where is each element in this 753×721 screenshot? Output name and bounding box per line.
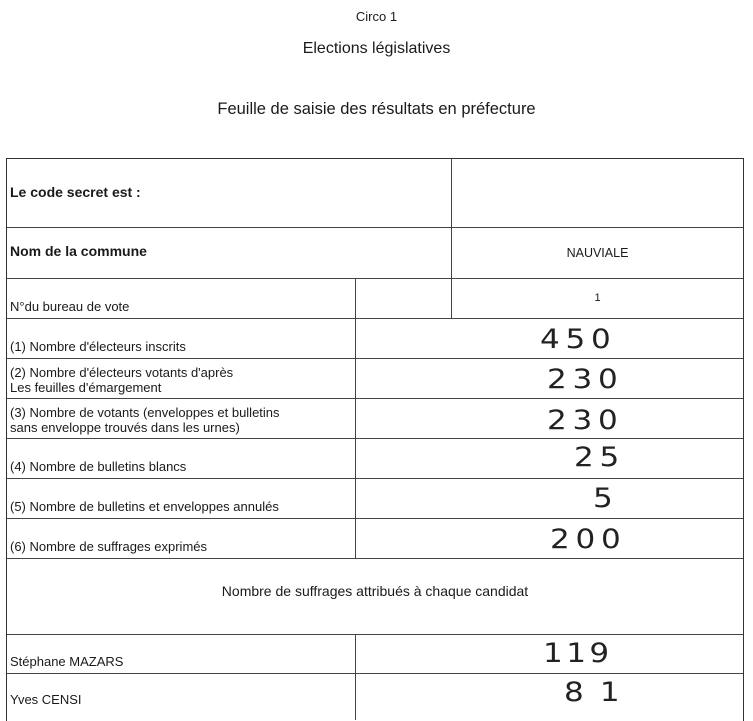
bureau-row [7, 279, 743, 319]
blancs-label: (4) Nombre de bulletins blancs [10, 459, 187, 474]
code-secret-label: Le code secret est : [10, 184, 141, 200]
code-secret-row [7, 159, 743, 228]
commune-row [7, 228, 743, 279]
exprimes-value[interactable]: 200 [550, 524, 627, 555]
candidate-row [7, 674, 743, 720]
inscrits-row [7, 319, 743, 359]
candidate-name: Stéphane MAZARS [10, 654, 124, 669]
commune-value[interactable]: NAUVIALE [566, 246, 629, 260]
inscrits-value[interactable]: 450 [540, 324, 617, 355]
circo-label: Circo 1 [355, 9, 398, 24]
candidate-row [7, 635, 743, 674]
bureau-value[interactable]: 1 [594, 292, 601, 304]
exprimes-label: (6) Nombre de suffrages exprimés [10, 539, 208, 554]
inscrits-label: (1) Nombre d'électeurs inscrits [10, 339, 186, 354]
annules-label: (5) Nombre de bulletins et enveloppes annulés [10, 499, 279, 514]
votants-urnes-value[interactable]: 230 [547, 405, 624, 436]
form-title: Feuille de saisie des résultats en préfecture [217, 100, 536, 118]
votants-emargement-label-line2: Les feuilles d'émargement [10, 380, 162, 395]
blancs-row [7, 439, 743, 479]
annules-row [7, 479, 743, 519]
bureau-label: N°du bureau de vote [10, 299, 130, 314]
election-title: Elections législatives [302, 40, 451, 57]
votants-urnes-label-line1: (3) Nombre de votants (enveloppes et bulletins [10, 405, 280, 420]
blancs-value[interactable]: 25 [574, 442, 626, 473]
results-form [6, 158, 744, 721]
candidate-votes[interactable]: 119 [543, 638, 613, 669]
votants-emargement-label [10, 365, 233, 395]
exprimes-row [7, 519, 743, 559]
suffrages-header-row [7, 559, 743, 635]
votants-urnes-row [7, 399, 743, 439]
candidate-votes[interactable]: 81 [564, 677, 636, 708]
votants-emargement-label-line1: (2) Nombre d'électeurs votants d'après [10, 365, 234, 380]
annules-value[interactable]: 5 [593, 483, 619, 514]
votants-urnes-label [10, 405, 280, 435]
votants-urnes-label-line2: sans enveloppe trouvés dans les urnes) [10, 420, 240, 435]
votants-emargement-value[interactable]: 230 [547, 364, 624, 395]
candidate-name: Yves CENSI [10, 692, 82, 707]
suffrages-header: Nombre de suffrages attribués à chaque candidat [221, 583, 529, 599]
votants-emargement-row [7, 359, 743, 399]
commune-label: Nom de la commune [10, 243, 147, 259]
